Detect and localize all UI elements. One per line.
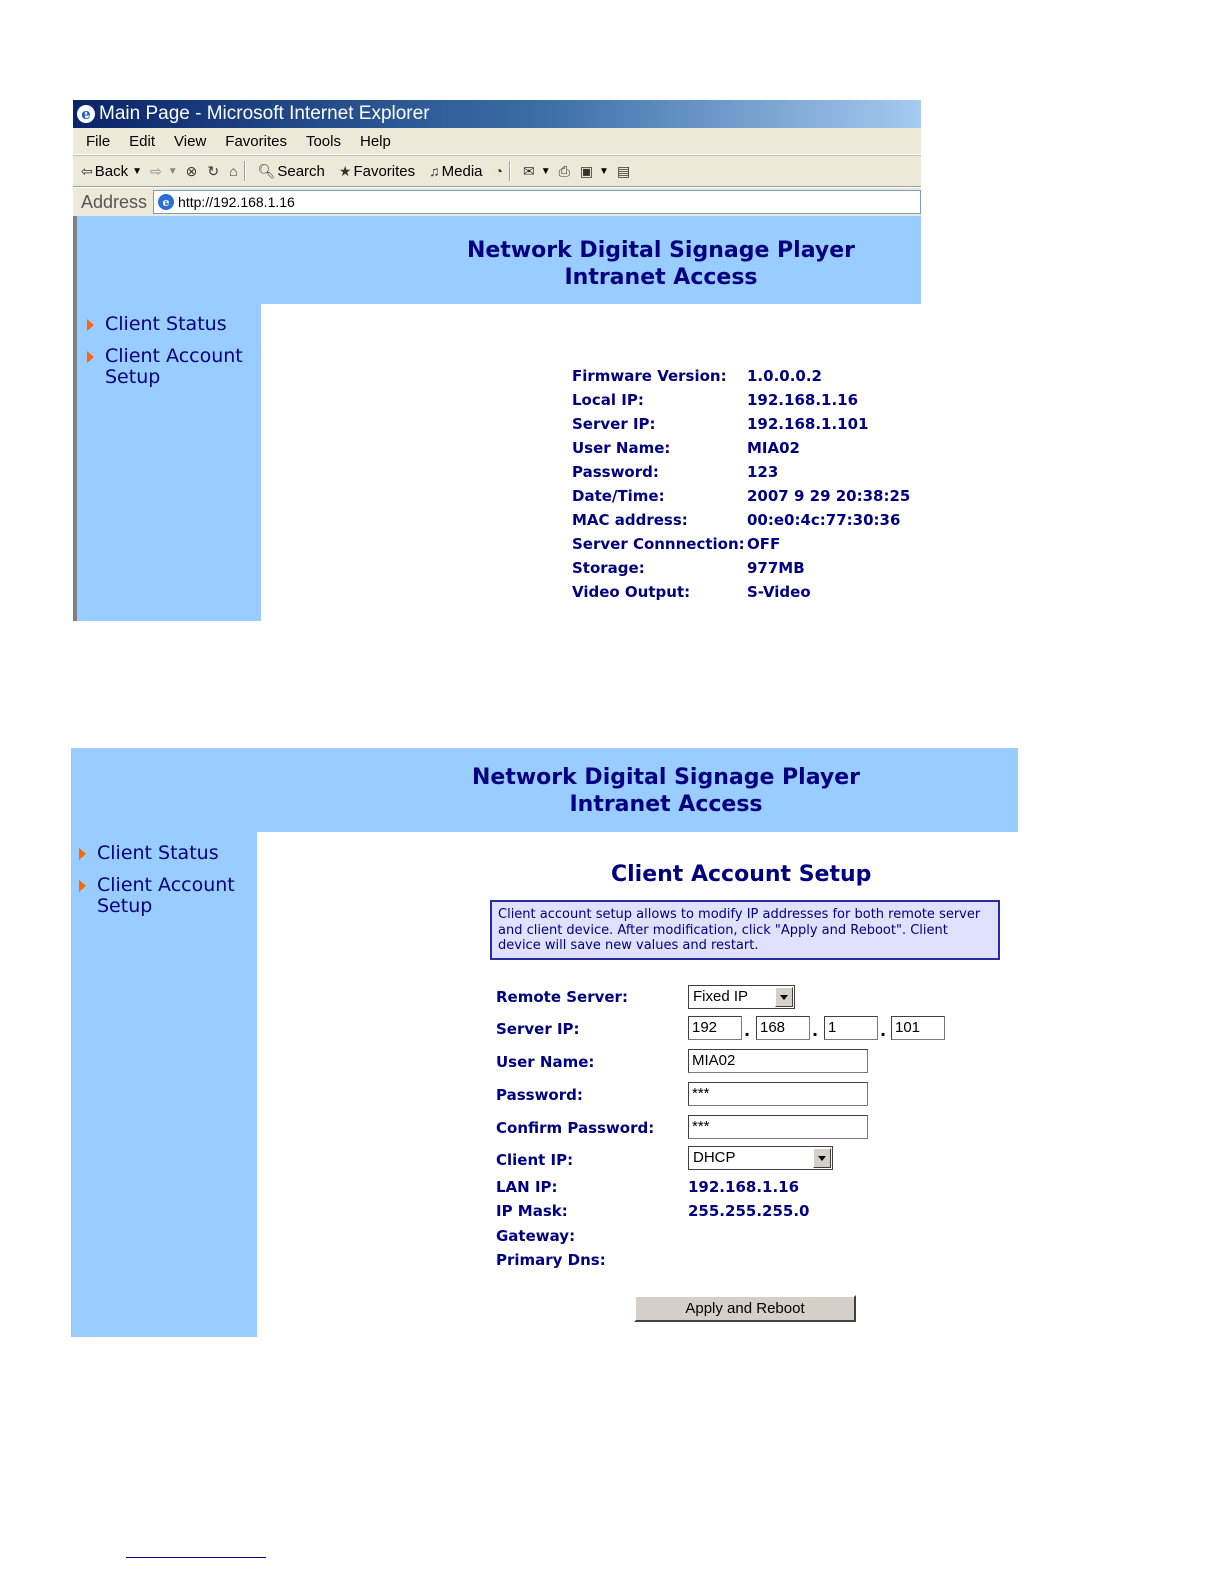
history-icon: ◔ [494,163,503,179]
status-row [572,364,910,388]
history-button[interactable] [495,163,505,179]
server-ip-label: Server IP: [496,1020,580,1038]
status-row [572,532,910,556]
password-input[interactable]: *** [688,1082,868,1106]
server-ip-octet-2[interactable]: 168 [756,1016,810,1040]
menu-favorites[interactable]: Favorites [225,132,287,150]
edit-button[interactable] [580,163,609,180]
favorites-icon: ★ [338,162,352,179]
status-label: Date/Time: [572,487,665,505]
ip-dot: . [880,1021,887,1040]
ie-logo-icon: e [77,105,95,123]
arrow-right-icon [87,319,94,331]
edit-icon: ▣ [579,162,594,179]
status-row [572,436,910,460]
discuss-button[interactable] [617,163,632,180]
arrow-right-icon [79,880,86,892]
user-name-label: User Name: [496,1053,595,1071]
title-line-1: Network Digital Signage Player [472,765,860,790]
nav-label: Setup [97,895,153,917]
remote-server-label: Remote Server: [496,988,628,1006]
selected-value: Fixed IP [693,988,749,1005]
mail-icon: ✉ [522,162,535,179]
menu-edit[interactable]: Edit [129,132,156,150]
back-label: Back [94,162,129,180]
standard-toolbar [73,155,921,187]
lan-ip-label: LAN IP: [496,1178,558,1196]
nav-client-status[interactable] [73,843,257,864]
menu-tools[interactable]: Tools [305,132,341,150]
refresh-icon: ↻ [207,162,220,179]
refresh-button[interactable] [207,163,221,180]
ip-dot: . [744,1021,751,1040]
favorites-button[interactable] [339,163,415,180]
favorites-label: Favorites [353,162,416,180]
stop-button[interactable] [186,163,200,180]
stop-icon: ⊗ [185,162,198,179]
section-heading: Client Account Setup [611,862,872,887]
search-button[interactable] [258,163,325,180]
ip-mask-value: 255.255.255.0 [688,1202,810,1220]
lan-ip-value: 192.168.1.16 [688,1178,800,1196]
apply-and-reboot-button[interactable]: Apply and Reboot [634,1295,856,1322]
ip-mask-label: IP Mask: [496,1202,568,1220]
address-input[interactable] [153,190,921,214]
ip-dot: . [812,1021,819,1040]
menu-help[interactable]: Help [360,132,391,150]
status-value: 123 [747,463,779,481]
status-label: MAC address: [572,511,688,529]
toolbar-separator [509,161,511,181]
confirm-password-input[interactable]: *** [688,1115,868,1139]
menu-bar [73,128,921,155]
print-icon: ⎙ [558,162,570,179]
title-line-2: Intranet Access [564,265,758,290]
gateway-label: Gateway: [496,1227,576,1245]
nav-label: Setup [105,366,161,388]
dropdown-arrow-icon[interactable]: ▼ [540,165,551,177]
status-label: User Name: [572,439,671,457]
search-icon: 🔍︎ [257,162,276,179]
menu-view[interactable]: View [174,132,207,150]
status-label: Local IP: [572,391,644,409]
status-label: Video Output: [572,583,691,601]
sidebar-nav [73,843,257,928]
server-ip-octet-4[interactable]: 101 [891,1016,945,1040]
client-ip-label: Client IP: [496,1151,574,1169]
client-ip-select[interactable] [688,1146,833,1170]
password-label: Password: [496,1086,583,1104]
status-value: 192.168.1.16 [747,391,859,409]
setup-page [71,748,1018,1337]
dropdown-arrow-icon[interactable]: ▼ [167,165,178,177]
arrow-right-icon [87,351,94,363]
back-arrow-icon: ⇦ [81,162,93,179]
address-bar [73,187,921,216]
search-label: Search [277,162,325,180]
nav-label: Client Account [97,874,235,896]
info-box: Client account setup allows to modify IP addresses for both remote server and client device. After modification, click "Apply and Reboot". Client device will save new values and restart. [490,900,1000,960]
status-label: Firmware Version: [572,367,727,385]
status-value: 192.168.1.101 [747,415,869,433]
status-row [572,460,910,484]
server-ip-octet-3[interactable]: 1 [824,1016,878,1040]
media-icon: ♫ [429,163,440,179]
status-value: MIA02 [747,439,800,457]
title-line-1: Network Digital Signage Player [467,238,855,263]
home-button[interactable] [229,163,239,179]
status-row [572,388,910,412]
status-value: S-Video [747,583,811,601]
title-line-2: Intranet Access [569,792,763,817]
media-label: Media [441,162,483,180]
status-table [572,364,910,604]
status-value: 00:e0:4c:77:30:36 [747,511,901,529]
chevron-down-icon[interactable] [813,1148,831,1168]
status-label: Server IP: [572,415,656,433]
forward-button[interactable] [150,163,178,180]
address-url: http://192.168.1.16 [178,194,295,210]
page-icon: e [158,194,174,210]
title-bar [73,100,921,128]
status-row [572,508,910,532]
status-value: OFF [747,535,781,553]
address-label: Address [81,191,148,212]
status-label: Password: [572,463,659,481]
arrow-right-icon [79,848,86,860]
page-title [436,764,896,818]
status-row [572,556,910,580]
chevron-down-icon[interactable] [775,987,793,1007]
page-title [433,237,889,291]
selected-value: DHCP [693,1149,736,1166]
footnote-rule [126,1557,266,1558]
nav-client-account-setup[interactable] [81,346,261,388]
confirm-password-label: Confirm Password: [496,1119,655,1137]
dropdown-arrow-icon[interactable]: ▼ [599,165,609,177]
window-title: Main Page - Microsoft Internet Explorer [99,103,430,124]
back-button[interactable] [81,163,142,180]
status-row [572,484,910,508]
status-value: 2007 9 29 20:38:25 [747,487,911,505]
status-value: 1.0.0.0.2 [747,367,822,385]
nav-client-account-setup[interactable] [73,875,257,917]
toolbar-separator [244,161,246,181]
menu-file[interactable]: File [86,132,111,150]
status-label: Storage: [572,559,645,577]
media-button[interactable] [429,163,482,180]
nav-client-status[interactable] [81,314,261,335]
print-button[interactable] [559,163,572,180]
server-ip-octet-1[interactable]: 192 [688,1016,742,1040]
user-name-input[interactable]: MIA02 [688,1049,868,1073]
status-row [572,412,910,436]
nav-label: Client Status [97,842,219,864]
status-label: Server Connnection: [572,535,745,553]
status-value: 977MB [747,559,805,577]
dropdown-arrow-icon[interactable]: ▼ [132,165,142,177]
nav-label: Client Account [105,345,243,367]
sidebar-nav [81,314,261,399]
home-icon: ⌂ [229,163,238,179]
nav-label: Client Status [105,313,227,335]
remote-server-select[interactable] [688,985,795,1009]
status-row [572,580,910,604]
primary-dns-label: Primary Dns: [496,1251,606,1269]
forward-arrow-icon: ⇨ [150,162,162,179]
discuss-icon: ▤ [616,162,631,179]
mail-button[interactable] [523,163,551,180]
